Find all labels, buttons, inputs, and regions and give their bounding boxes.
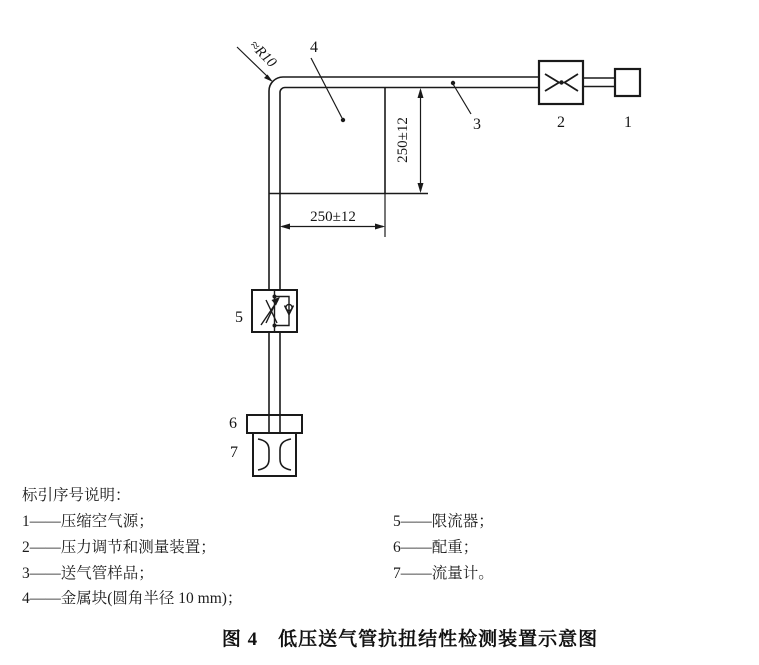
legend-item-1: 1——压缩空气源； — [22, 513, 154, 530]
dim-v-arrow-top — [418, 88, 424, 98]
label-4-dot — [341, 118, 345, 122]
label-3-group — [451, 81, 481, 133]
dim-v-arrow-bottom — [418, 183, 424, 193]
label-4-group — [310, 39, 345, 122]
counterweight-box — [247, 415, 302, 433]
legend-item-6: 6——配重； — [393, 539, 479, 556]
restrictor-junction-bottom — [273, 324, 277, 328]
legend-item-4: 4——金属块(圆角半径 10 mm)； — [22, 590, 243, 607]
part-label-3: 3 — [473, 116, 481, 133]
dim-h-arrow-right — [375, 224, 385, 230]
label-3-dot — [451, 81, 455, 85]
restrictor-box — [252, 290, 297, 332]
dim-h-arrow-left — [280, 224, 290, 230]
figure-caption: 图 4 低压送气管抗扭结性检测装置示意图 — [221, 629, 599, 650]
dimension-vertical — [395, 88, 424, 193]
legend-item-3: 3——送气管样品； — [22, 565, 154, 582]
label-3-leader — [453, 84, 471, 114]
legend-item-7: 7——流量计。 — [393, 565, 494, 582]
regulator-box — [539, 61, 583, 104]
part-label-7: 7 — [230, 444, 238, 461]
legend-item-2: 2——压力调节和测量装置； — [22, 539, 216, 556]
regulator-dot — [559, 80, 563, 84]
legend-item-5: 5——限流器； — [393, 513, 494, 530]
tube-outer-line — [269, 77, 539, 290]
part-label-4: 4 — [310, 39, 318, 56]
part-label-2: 2 — [557, 114, 565, 131]
dim-v-text: 250±12 — [395, 117, 411, 163]
bend-radius-note — [237, 37, 280, 82]
dimension-horizontal — [280, 194, 385, 238]
part-label-6: 6 — [229, 415, 237, 432]
radius-leader-arrow — [264, 75, 273, 83]
part-label-1: 1 — [624, 114, 632, 131]
dim-h-text: 250±12 — [310, 209, 356, 225]
part-label-5: 5 — [235, 309, 243, 326]
tube-segment-regulator-source — [583, 78, 615, 87]
radius-text: ≈R10 — [246, 37, 280, 71]
air-source-box — [615, 69, 640, 96]
flowmeter-box — [253, 433, 296, 476]
legend-title: 标引序号说明： — [22, 487, 131, 504]
restrictor-junction-top — [273, 295, 277, 299]
